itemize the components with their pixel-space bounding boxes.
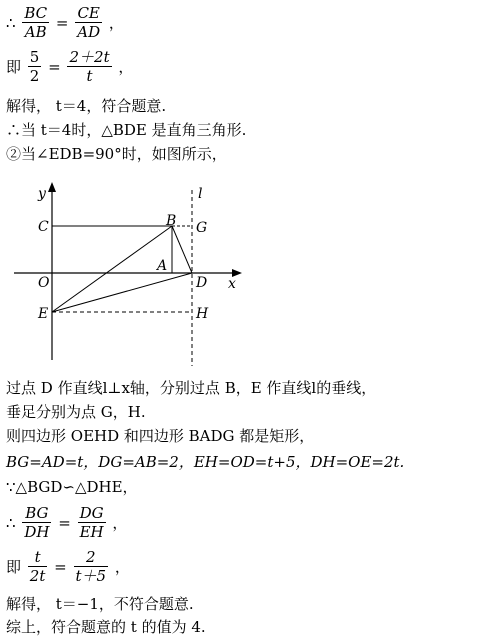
conclusion-line-1: ∴当 t＝4时，△BDE 是直角三角形. <box>6 121 247 139</box>
construction-line-2: 垂足分别为点 G，H. <box>6 403 146 421</box>
lengths-line: BG=AD=t，DG=AB=2，EH=OD=t+5，DH=OE=2t. <box>6 453 405 471</box>
therefore-symbol: ∴ <box>6 513 16 532</box>
label-g: G <box>196 220 208 236</box>
fraction-bg-dh <box>22 504 51 541</box>
fraction-dg-eh <box>78 504 106 541</box>
numerator: 5 <box>29 48 40 66</box>
segment-bd <box>172 226 192 273</box>
solution-line-1: 解得， t＝4，符合题意. <box>6 97 167 115</box>
numerator: BG <box>22 504 51 523</box>
label-h: H <box>196 306 209 322</box>
y-axis-arrow <box>48 182 56 192</box>
equals-sign: = <box>48 57 61 76</box>
denominator: EH <box>79 523 104 541</box>
case-2-heading: ②当∠EDB=90°时，如图所示， <box>6 145 227 163</box>
numerator: DG <box>78 504 106 523</box>
label-c: C <box>38 219 49 235</box>
solution-line-2: 解得， t＝−1，不符合题意. <box>6 595 194 613</box>
prefix-ji: 即 <box>6 557 22 576</box>
denominator: AD <box>77 23 101 41</box>
fraction-2-tplus5 <box>74 548 109 585</box>
ratio-equation-4 <box>6 548 130 585</box>
comma: ， <box>112 513 128 532</box>
denominator: 2t <box>29 567 46 585</box>
segment-eb <box>52 226 172 312</box>
label-b: B <box>166 213 177 229</box>
prefix-ji: 即 <box>6 57 22 76</box>
similar-triangles-line: ∵△BGD∽△DHE， <box>6 478 138 496</box>
label-x: x <box>228 276 236 292</box>
label-o: O <box>38 275 50 291</box>
equals-sign: = <box>54 557 67 576</box>
label-y: y <box>38 186 46 202</box>
numerator: 2 <box>74 548 109 567</box>
therefore-symbol: ∴ <box>6 13 16 32</box>
denominator: 2 <box>29 67 40 85</box>
fraction-bc-ab <box>22 4 49 41</box>
coordinate-figure <box>0 178 260 370</box>
denominator: t <box>86 67 93 85</box>
fraction-ce-ad <box>75 4 102 41</box>
numerator: CE <box>75 4 102 23</box>
denominator: DH <box>24 523 50 541</box>
numerator: BC <box>24 4 48 22</box>
numerator: 2＋2t <box>69 48 110 66</box>
label-e: E <box>38 306 49 322</box>
comma: ， <box>108 13 124 32</box>
label-l: l <box>198 186 203 202</box>
label-d: D <box>196 275 208 291</box>
ratio-equation-3 <box>6 504 127 541</box>
comma: ， <box>118 57 134 76</box>
label-a: A <box>157 258 168 274</box>
fraction-2plus2t-t <box>67 48 111 85</box>
denominator: t＋5 <box>75 567 107 585</box>
ratio-equation-2 <box>6 48 133 85</box>
rectangles-line: 则四边形 OEHD 和四边形 BADG 都是矩形， <box>6 427 315 445</box>
fraction-t-2t <box>28 548 48 585</box>
denominator: AB <box>24 23 47 41</box>
numerator: t <box>28 548 48 567</box>
comma: ， <box>114 557 130 576</box>
ratio-equation-1 <box>6 4 124 41</box>
construction-line-1: 过点 D 作直线l⊥x轴，分别过点 B，E 作直线l的垂线， <box>6 379 377 397</box>
final-conclusion: 综上，符合题意的 t 的值为 4. <box>6 618 206 636</box>
fraction-5-2 <box>28 48 42 85</box>
equals-sign: = <box>58 513 71 532</box>
equals-sign: = <box>55 13 69 32</box>
segment-ed <box>52 273 192 312</box>
